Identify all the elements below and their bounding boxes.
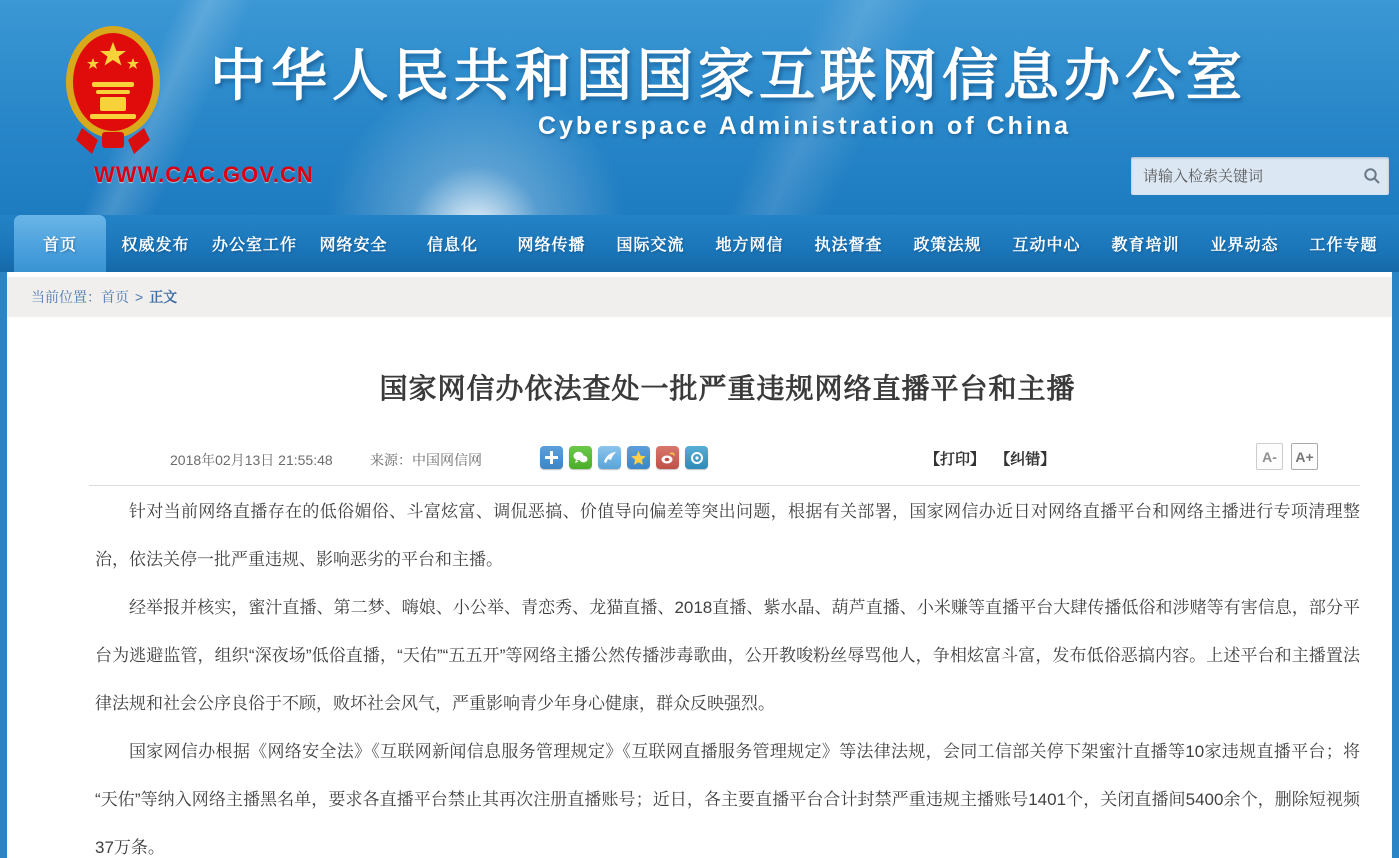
site-header bbox=[0, 0, 1399, 215]
nav-item-policies-regulations[interactable]: 政策法规 bbox=[913, 237, 982, 254]
nav-item-education-training[interactable]: 教育培训 bbox=[1111, 237, 1180, 254]
nav-item-local-cyberspace[interactable]: 地方网信 bbox=[715, 237, 784, 254]
article-paragraph: 针对当前网络直播存在的低俗媚俗、斗富炫富、调侃恶搞、价值导向偏差等突出问题，根据有关部署，国家网信办近日对网络直播平台和网络主播进行专项清理整治，依法关停一批严重违规、影响恶劣的平台和主播。 bbox=[95, 502, 1360, 569]
nav-item-interaction-center[interactable]: 互动中心 bbox=[1012, 237, 1081, 254]
nav-item-special-topics[interactable]: 工作专题 bbox=[1309, 237, 1378, 254]
breadcrumb-label: 当前位置： bbox=[31, 289, 101, 305]
breadcrumb-home-link[interactable]: 首页 bbox=[101, 289, 129, 305]
article-source: 来源：中国网信网 bbox=[370, 452, 482, 468]
search-box bbox=[1131, 157, 1389, 195]
nav-item-law-enforcement[interactable]: 执法督查 bbox=[814, 237, 883, 254]
share-more-icon[interactable] bbox=[540, 446, 563, 469]
kaixin-icon[interactable] bbox=[685, 446, 708, 469]
nav-item-industry-news[interactable]: 业界动态 bbox=[1210, 237, 1279, 254]
nav-item-home[interactable]: 首页 bbox=[14, 215, 106, 272]
article-meta bbox=[95, 443, 1360, 475]
nav-item-cybersecurity[interactable]: 网络安全 bbox=[319, 237, 388, 254]
article-title: 国家网信办依法查处一批严重违规网络直播平台和主播 bbox=[379, 373, 1076, 404]
article bbox=[7, 367, 1392, 858]
search-icon bbox=[1363, 167, 1381, 185]
font-smaller-button[interactable]: A- bbox=[1256, 443, 1283, 470]
breadcrumb-current: 正文 bbox=[149, 289, 178, 305]
article-paragraph: 经举报并核实，蜜汁直播、第二梦、嗨娘、小公举、青恋秀、龙猫直播、2018直播、紫水晶、葫芦直播、小米赚等直播平台大肆传播低俗和涉赌等有害信息，部分平台为逃避监管，组织“深夜场”低俗直播，“天佑”“五五开”等网络主播公然传播涉毒歌曲，公开教唆粉丝辱骂他人，争相炫富斗富，发布低俗恶搞内容。上述平台和主播置法律法规和社会公序良俗于不顾，败坏社会风气，严重影响青少年身心健康，群众反映强烈。 bbox=[95, 598, 1360, 713]
search-input[interactable] bbox=[1131, 157, 1355, 195]
site-title: 中华人民共和国国家互联网信息办公室 bbox=[210, 44, 1247, 107]
search-button[interactable] bbox=[1355, 157, 1389, 195]
print-button[interactable]: 【打印】 bbox=[925, 451, 986, 468]
nav-item-informatization[interactable]: 信息化 bbox=[426, 237, 478, 254]
tencent-weibo-icon[interactable] bbox=[598, 446, 621, 469]
sina-weibo-icon[interactable] bbox=[656, 446, 679, 469]
font-larger-button[interactable]: A+ bbox=[1291, 443, 1318, 470]
share-toolbar bbox=[540, 446, 708, 469]
wechat-icon[interactable] bbox=[569, 446, 592, 469]
meta-divider bbox=[89, 485, 1360, 486]
qzone-icon[interactable] bbox=[627, 446, 650, 469]
national-emblem bbox=[62, 20, 164, 160]
article-paragraph: 国家网信办根据《网络安全法》《互联网新闻信息服务管理规定》《互联网直播服务管理规定》等法律法规，会同工信部关停下架蜜汁直播等10家违规直播平台；将“天佑”等纳入网络主播黑名单，要求各直播平台禁止其再次注册直播账号；近日，各主要直播平台合计封禁严重违规主播账号1401个，关闭直播间5400余个，删除短视频37万条。 bbox=[95, 742, 1360, 857]
breadcrumb-separator: > bbox=[135, 289, 144, 305]
nav-item-authoritative-release[interactable]: 权威发布 bbox=[121, 237, 190, 254]
site-subtitle: Cyberspace Administration of China bbox=[537, 112, 1072, 140]
article-body bbox=[95, 488, 1360, 858]
nav-item-office-work[interactable]: 办公室工作 bbox=[211, 237, 297, 254]
nav-item-network-communication[interactable]: 网络传播 bbox=[517, 237, 586, 254]
main-nav bbox=[0, 215, 1399, 272]
article-date: 2018年02月13日 21:55:48 bbox=[170, 452, 333, 468]
article-actions bbox=[925, 448, 1061, 469]
site-url: WWW.CAC.GOV.CN bbox=[94, 162, 314, 187]
font-size-controls bbox=[1256, 443, 1318, 470]
nav-item-international-exchange[interactable]: 国际交流 bbox=[616, 237, 685, 254]
breadcrumb bbox=[7, 277, 1392, 317]
correction-button[interactable]: 【纠错】 bbox=[995, 451, 1056, 468]
page-body bbox=[7, 272, 1392, 858]
